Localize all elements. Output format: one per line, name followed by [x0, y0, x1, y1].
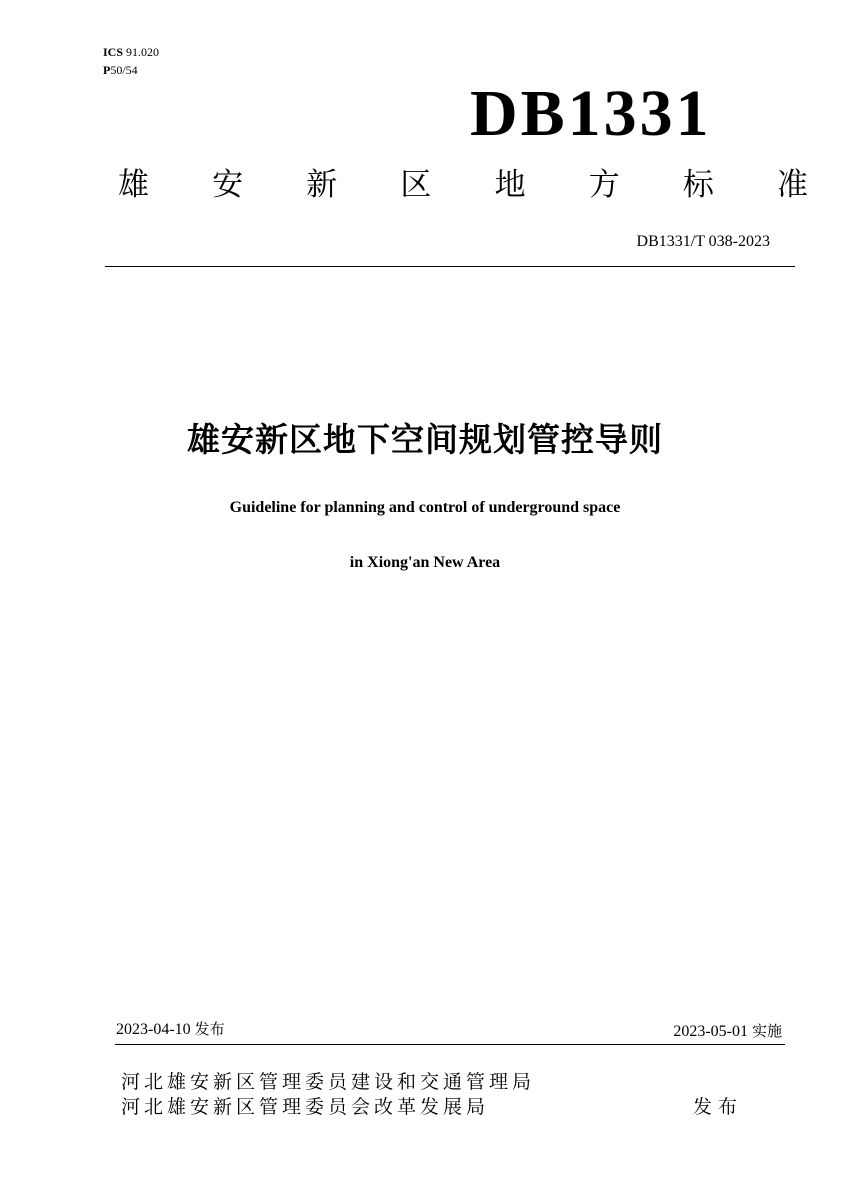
footer-divider	[115, 1044, 785, 1045]
ics-classification	[103, 45, 159, 59]
local-standard-char: 准	[776, 167, 808, 203]
db-code: DB1331	[470, 77, 712, 150]
implementation-label: 实施	[751, 1022, 782, 1040]
ics-code: 91.020	[126, 45, 160, 59]
ccs-letter: P	[103, 63, 111, 77]
publisher-line-2: 河北雄安新区管理委员会改革发展局	[121, 1096, 490, 1118]
local-standard-char: 地	[494, 167, 526, 203]
local-standard-char: 方	[588, 167, 620, 203]
local-standard-char: 新	[306, 167, 338, 203]
issue-date-line	[116, 1019, 225, 1040]
document-title-english-line2: in Xiong'an New Area	[349, 554, 501, 571]
publisher-line-1: 河北雄安新区管理委员建设和交通管理局	[121, 1071, 536, 1093]
local-standard-char: 雄	[118, 167, 149, 203]
local-standard-char: 区	[400, 167, 432, 203]
local-standard-char: 标	[682, 167, 714, 203]
ics-label: ICS	[103, 45, 124, 59]
issue-label: 发布	[194, 1020, 225, 1038]
standard-number: DB1331/T 038-2023	[636, 233, 770, 250]
document-title-chinese: 雄安新区地下空间规划管控导则	[187, 420, 663, 459]
local-standard-heading	[118, 165, 808, 205]
header-divider	[105, 266, 795, 267]
local-standard-char: 安	[212, 167, 244, 203]
ccs-classification	[103, 63, 138, 77]
issue-date: 2023-04-10	[116, 1021, 191, 1038]
ccs-code: 50/54	[110, 63, 138, 77]
publish-label: 发布	[693, 1096, 744, 1118]
document-title-english-line1: Guideline for planning and control of underground space	[229, 499, 621, 516]
implementation-date-line	[673, 1021, 782, 1042]
implementation-date: 2023-05-01	[673, 1023, 748, 1040]
